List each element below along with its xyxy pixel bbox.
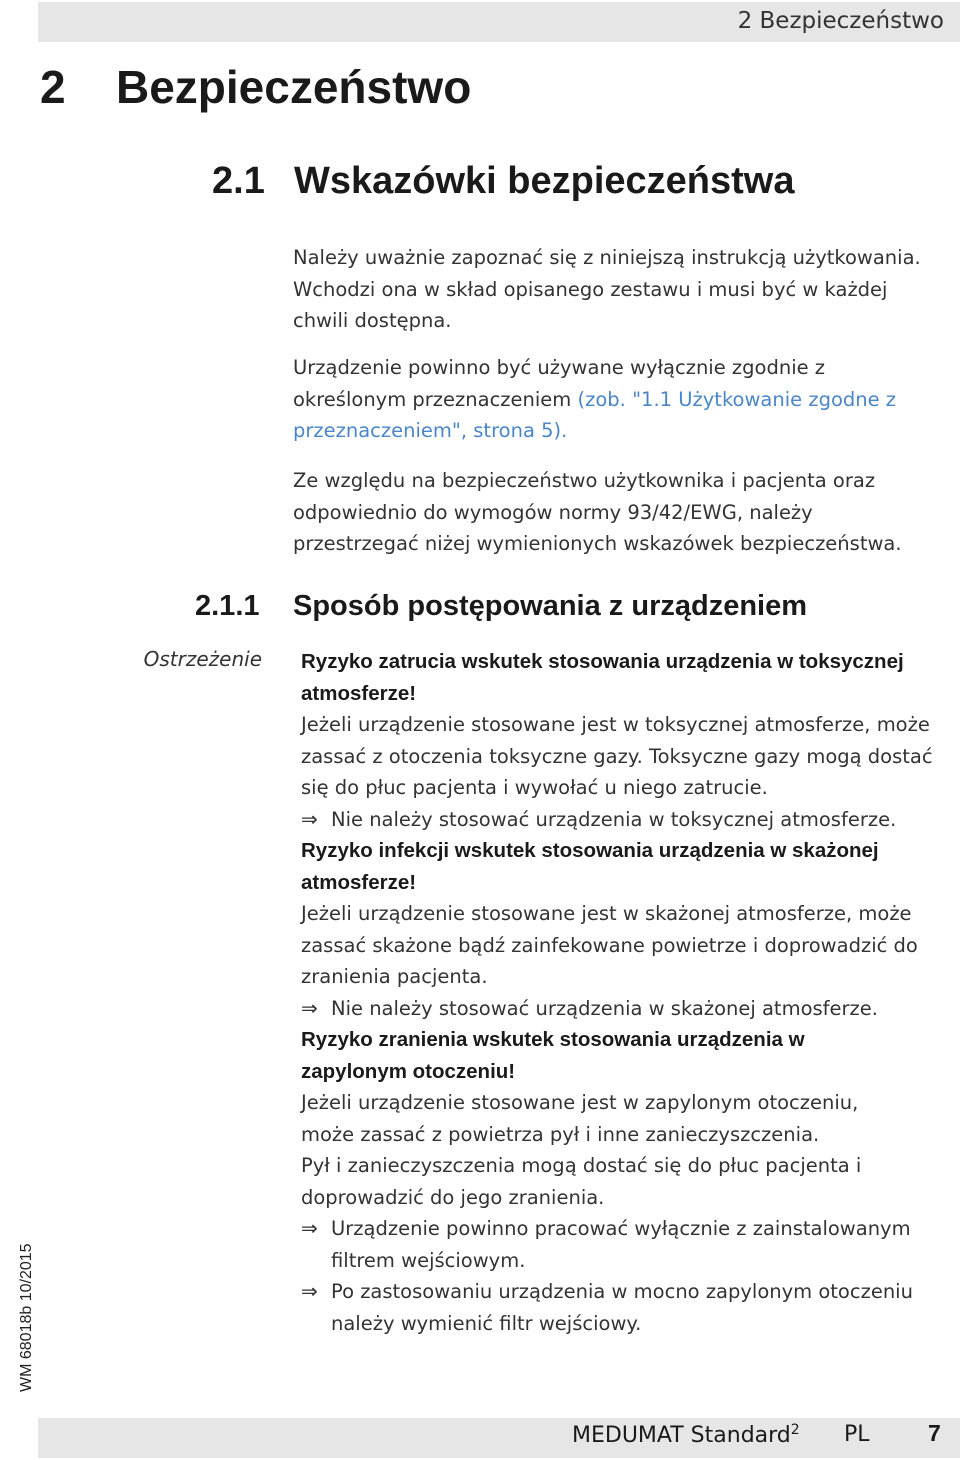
footer-language: PL: [844, 1422, 870, 1447]
warning-label: Ostrzeżenie: [143, 647, 262, 671]
footer-product: [572, 1422, 800, 1448]
action-item: [301, 1213, 951, 1276]
norm-paragraph: [293, 465, 943, 560]
chapter-title: [40, 60, 471, 114]
warning-title-infection: Ryzyko infekcji wskutek stosowania urządzenia w skażonej atmosferze!: [301, 839, 879, 894]
action-text: Nie należy stosować urządzenia w skażonej atmosferze.: [331, 996, 878, 1020]
section-title-text: Wskazówki bezpieczeństwa: [294, 160, 795, 202]
action-item: [301, 1276, 951, 1339]
warning-title-toxic: Ryzyko zatrucia wskutek stosowania urządzenia w toksycznej atmosferze!: [301, 650, 904, 705]
page-number: 7: [928, 1420, 941, 1446]
subsection-title-text: Sposób postępowania z urządzeniem: [293, 590, 808, 622]
chapter-number: 2: [40, 61, 66, 113]
arrow-right-icon: ⇒: [301, 995, 318, 1020]
action-item: [301, 993, 951, 1025]
warning-text-infection: Jeżeli urządzenie stosowane jest w skażonej atmosferze, może zassać skażone bądź zainfekowane powietrze i doprowadzić do zranienia pacjenta.: [301, 902, 918, 988]
running-header-title: 2 Bezpieczeństwo: [737, 8, 944, 34]
section-title: [212, 160, 795, 203]
warning-text-toxic: Jeżeli urządzenie stosowane jest w toksycznej atmosferze, może zassać z otoczenia toksyczne gazy. Toksyczne gazy mogą dostać się do płuc pacjenta i wywołać u niego zatrucie.: [301, 713, 933, 799]
intro-paragraph: [293, 242, 943, 337]
action-text: Po zastosowaniu urządzenia w mocno zapylonym otoczeniu należy wymienić filtr wejściowy.: [331, 1280, 913, 1335]
chapter-title-text: Bezpieczeństwo: [116, 61, 472, 113]
action-text: Urządzenie powinno pracować wyłącznie z zainstalowanym filtrem wejściowym.: [331, 1217, 911, 1272]
document-code: WM 68018b 10/2015: [18, 1243, 35, 1392]
warning-text-dust-2: Pył i zanieczyszczenia mogą dostać się do płuc pacjenta i doprowadzić do jego zranienia.: [301, 1154, 862, 1209]
footer-product-superscript: 2: [790, 1422, 800, 1438]
warning-block: [301, 646, 951, 1339]
arrow-right-icon: ⇒: [301, 1216, 318, 1240]
intended-use-prefix: Urządzenie powinno być używane wyłącznie zgodnie z określonym przeznaczeniem: [293, 356, 826, 411]
footer-product-name: MEDUMAT Standard: [572, 1423, 791, 1448]
action-item: [301, 804, 951, 836]
action-text: Nie należy stosować urządzenia w toksycznej atmosferze.: [331, 807, 897, 831]
intro-text: Należy uważnie zapoznać się z niniejszą instrukcją użytkowania. Wchodzi ona w skład opisanego zestawu i musi być w każdej chwili dostępna.: [293, 246, 921, 332]
section-number: 2.1: [212, 160, 265, 202]
intended-use-text: [293, 352, 943, 447]
footer-bar: [38, 1418, 960, 1458]
arrow-right-icon: ⇒: [301, 806, 318, 831]
intended-use-paragraph: [293, 352, 943, 447]
norm-text: Ze względu na bezpieczeństwo użytkownika i pacjenta oraz odpowiednio do wymogów normy 93/42/EWG, należy przestrzegać niżej wymienionych wskazówek bezpieczeństwa.: [293, 469, 902, 555]
subsection-title: [195, 590, 807, 623]
warning-text-dust-1: Jeżeli urządzenie stosowane jest w zapylonym otoczeniu, może zassać z powietrza pył i inne zanieczyszczenia.: [301, 1091, 859, 1146]
subsection-number: 2.1.1: [195, 590, 260, 622]
running-header: [38, 2, 960, 42]
arrow-right-icon: ⇒: [301, 1279, 318, 1303]
intended-use-link[interactable]: (zob. "1.1 Użytkowanie zgodne z przeznaczeniem", strona 5).: [293, 387, 897, 442]
warning-title-dust: Ryzyko zranienia wskutek stosowania urządzenia w zapylonym otoczeniu!: [301, 1028, 805, 1083]
